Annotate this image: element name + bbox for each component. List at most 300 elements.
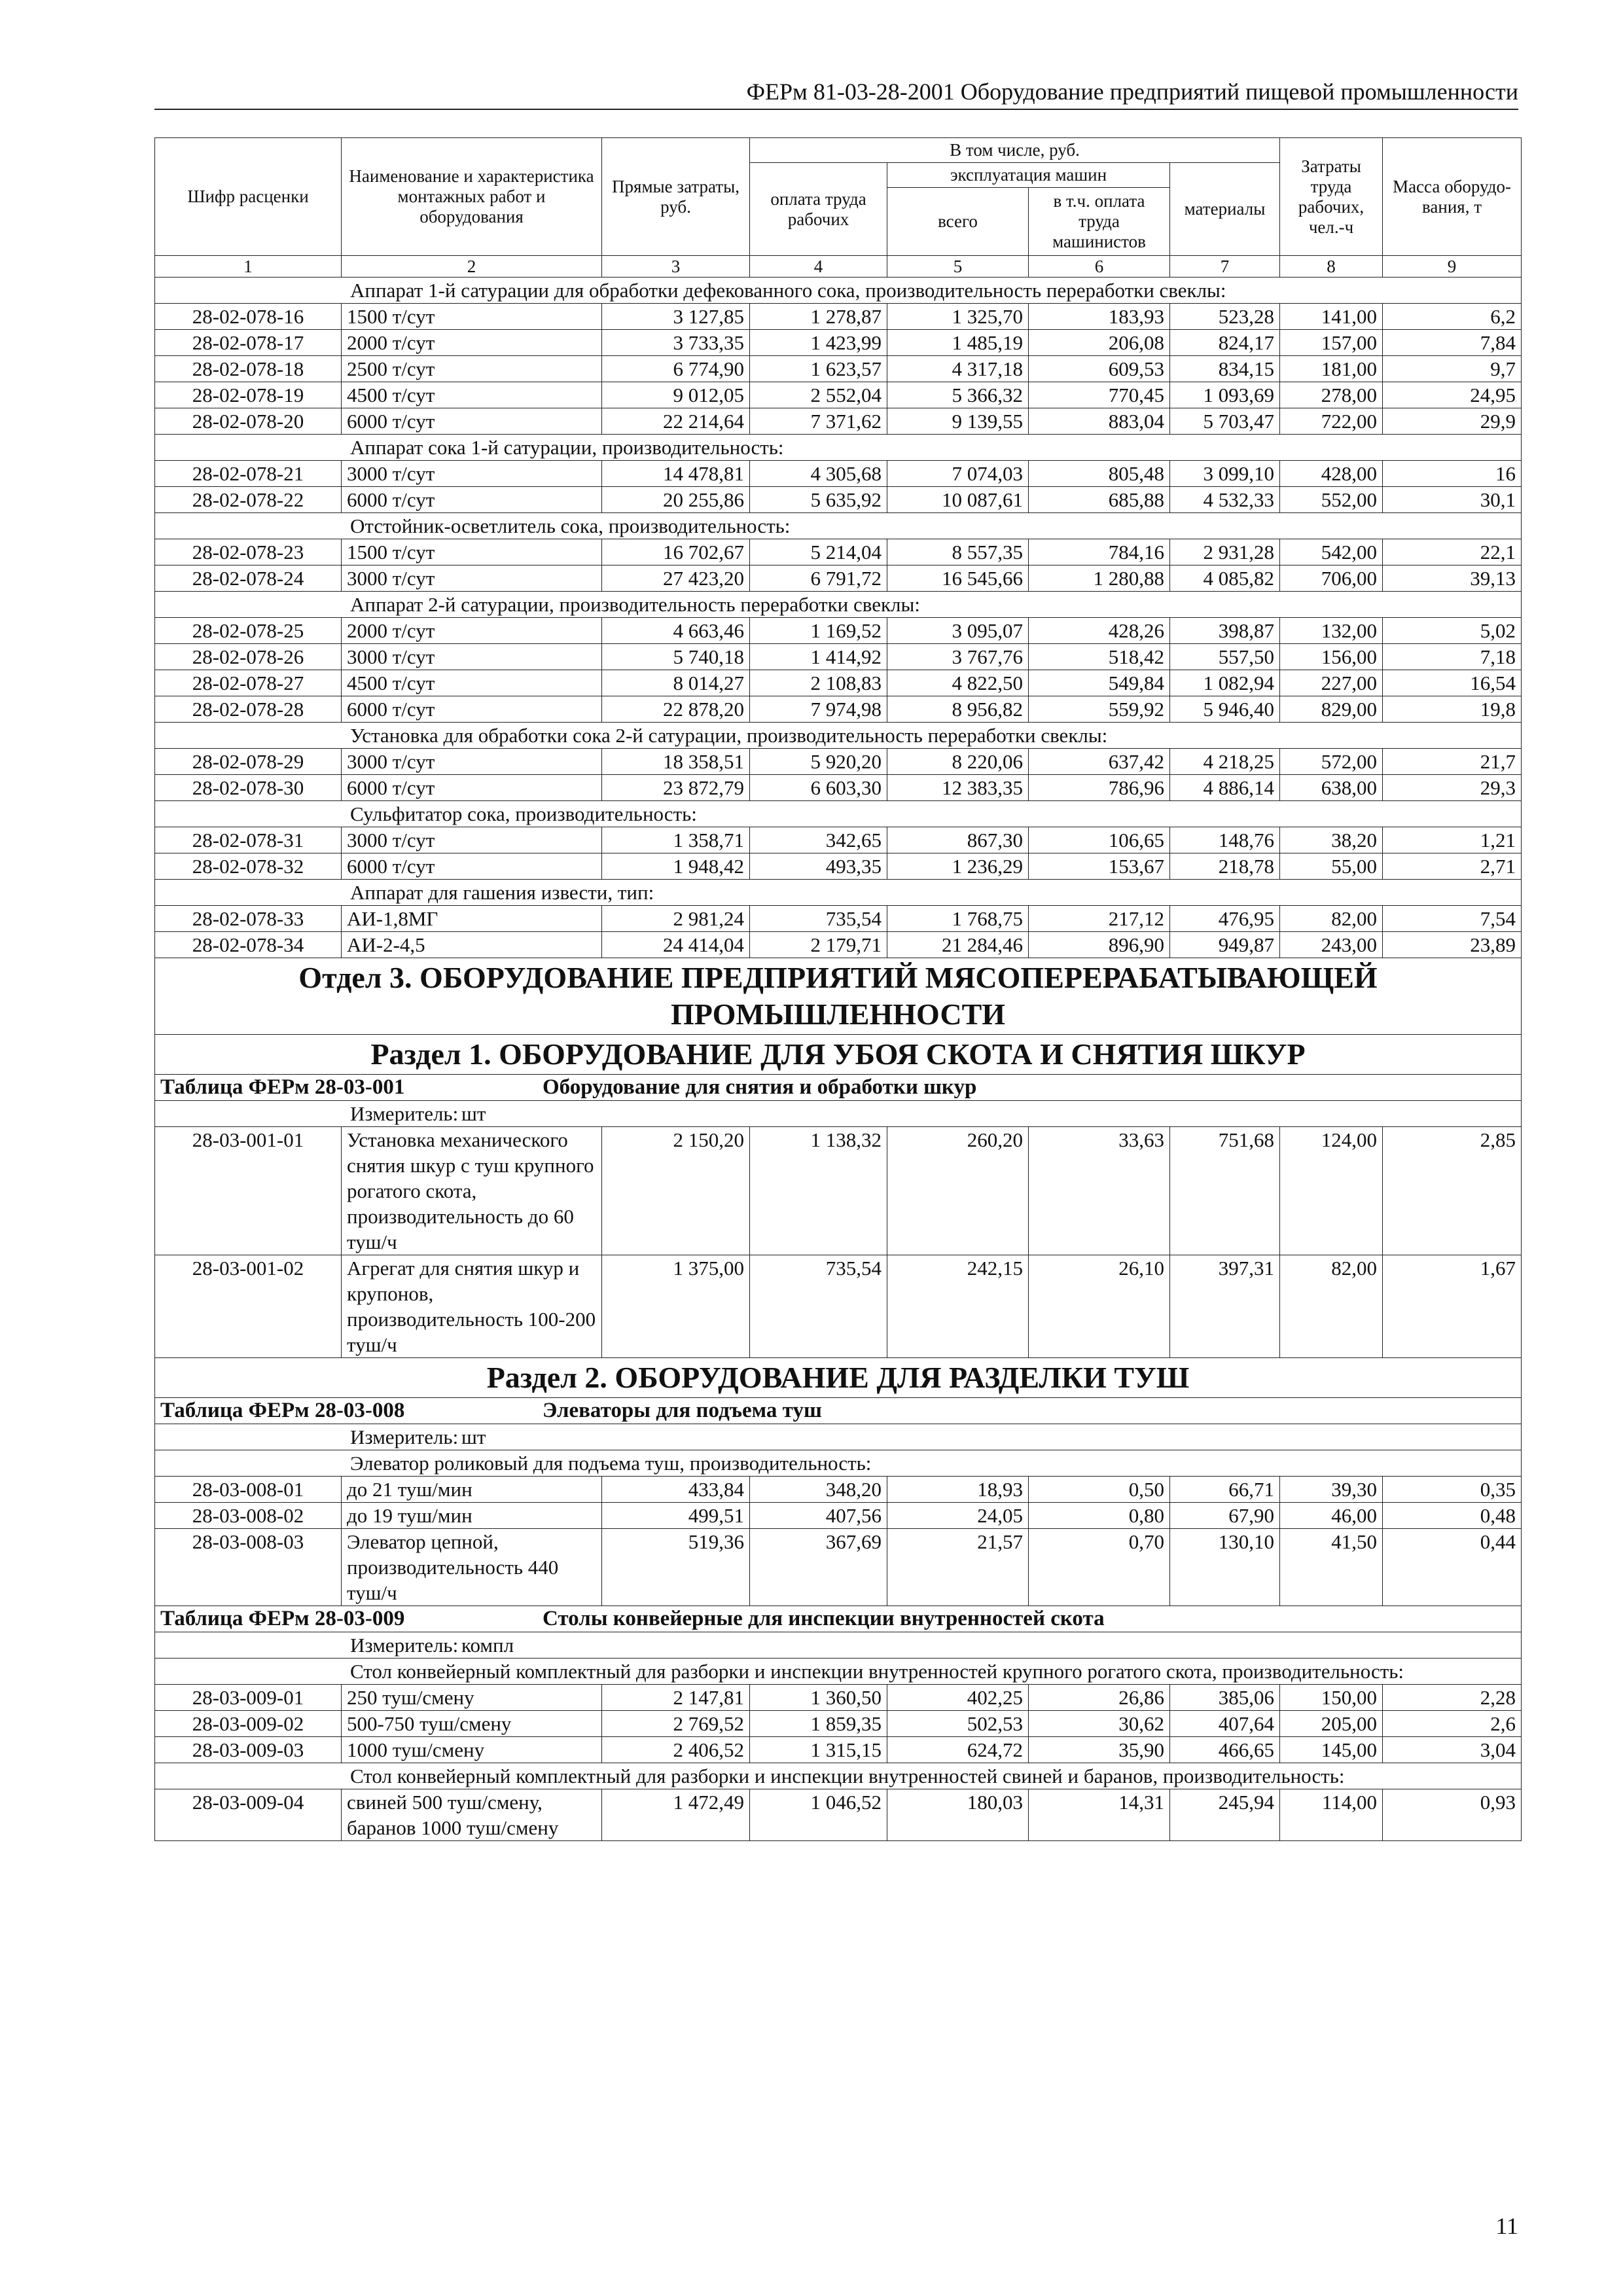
materials: 398,87	[1170, 618, 1280, 644]
machines-total: 4 317,18	[887, 356, 1029, 382]
machines-total: 10 087,61	[887, 487, 1029, 513]
col-header-wages: оплата труда рабочих	[750, 163, 887, 256]
work-name: Элеватор цепной, производительность 440 туш/ч	[342, 1529, 602, 1606]
table-number: Таблица ФЕРм 28-03-001	[160, 1075, 405, 1099]
rate-code: 28-02-078-34	[155, 932, 342, 958]
labor-hours: 227,00	[1280, 670, 1383, 696]
measure-row	[155, 1632, 1522, 1659]
materials: 466,65	[1170, 1737, 1280, 1763]
machines-total: 8 557,35	[887, 539, 1029, 565]
machines-wages: 206,08	[1029, 330, 1170, 356]
machines-total: 16 545,66	[887, 565, 1029, 592]
group-heading: Отстойник-осветлитель сока, производительность:	[155, 513, 1522, 539]
measure-unit: компл	[461, 1634, 514, 1657]
direct-costs: 1 358,71	[602, 827, 750, 853]
work-name: 2000 т/сут	[342, 330, 602, 356]
materials: 66,71	[1170, 1477, 1280, 1503]
group-heading: Установка для обработки сока 2-й сатурации, производительность переработки свеклы:	[155, 723, 1522, 749]
equipment-mass: 3,04	[1383, 1737, 1522, 1763]
equipment-mass: 1,67	[1383, 1255, 1522, 1358]
direct-costs: 499,51	[602, 1503, 750, 1529]
column-number: 8	[1280, 256, 1383, 278]
machines-wages: 896,90	[1029, 932, 1170, 958]
column-number: 2	[342, 256, 602, 278]
machines-total: 624,72	[887, 1737, 1029, 1763]
equipment-mass: 29,9	[1383, 408, 1522, 435]
labor-hours: 55,00	[1280, 853, 1383, 880]
work-name: 500-750 туш/смену	[342, 1711, 602, 1737]
work-name: 2000 т/сут	[342, 618, 602, 644]
machines-wages: 805,48	[1029, 461, 1170, 487]
work-name: 6000 т/сут	[342, 408, 602, 435]
group-heading: Аппарат для гашения извести, тип:	[155, 880, 1522, 906]
work-name: 6000 т/сут	[342, 775, 602, 801]
group-heading-row	[155, 435, 1522, 461]
machines-total: 7 074,03	[887, 461, 1029, 487]
table-row	[155, 670, 1522, 696]
group-heading: Сульфитатор сока, производительность:	[155, 801, 1522, 827]
machines-total: 3 095,07	[887, 618, 1029, 644]
labor-hours: 82,00	[1280, 906, 1383, 932]
machines-total: 24,05	[887, 1503, 1029, 1529]
machines-total: 502,53	[887, 1711, 1029, 1737]
equipment-mass: 23,89	[1383, 932, 1522, 958]
table-row	[155, 1685, 1522, 1711]
header-rule	[154, 109, 1518, 110]
group-heading: Аппарат 1-й сатурации для обработки дефекованного сока, производительность переработки свеклы:	[155, 278, 1522, 304]
rate-code: 28-02-078-17	[155, 330, 342, 356]
wages: 2 552,04	[750, 382, 887, 408]
measure-label: Измеритель:	[350, 1426, 459, 1448]
rate-code: 28-02-078-21	[155, 461, 342, 487]
work-name: 1000 туш/смену	[342, 1737, 602, 1763]
labor-hours: 706,00	[1280, 565, 1383, 592]
equipment-mass: 2,6	[1383, 1711, 1522, 1737]
work-name: 6000 т/сут	[342, 487, 602, 513]
materials: 949,87	[1170, 932, 1280, 958]
machines-wages: 786,96	[1029, 775, 1170, 801]
materials: 2 931,28	[1170, 539, 1280, 565]
materials: 5 703,47	[1170, 408, 1280, 435]
direct-costs: 18 358,51	[602, 749, 750, 775]
machines-total: 21 284,46	[887, 932, 1029, 958]
equipment-mass: 16,54	[1383, 670, 1522, 696]
table-title	[155, 1075, 1522, 1101]
group-heading-row	[155, 513, 1522, 539]
equipment-mass: 0,48	[1383, 1503, 1522, 1529]
materials: 523,28	[1170, 304, 1280, 330]
direct-costs: 2 147,81	[602, 1685, 750, 1711]
wages: 1 046,52	[750, 1789, 887, 1841]
machines-wages: 33,63	[1029, 1127, 1170, 1255]
machines-total: 1 485,19	[887, 330, 1029, 356]
materials: 1 082,94	[1170, 670, 1280, 696]
wages: 1 859,35	[750, 1711, 887, 1737]
work-name: 6000 т/сут	[342, 696, 602, 723]
direct-costs: 27 423,20	[602, 565, 750, 592]
labor-hours: 39,30	[1280, 1477, 1383, 1503]
rate-code: 28-03-008-03	[155, 1529, 342, 1606]
materials: 824,17	[1170, 330, 1280, 356]
machines-total: 18,93	[887, 1477, 1029, 1503]
wages: 5 635,92	[750, 487, 887, 513]
table-row	[155, 565, 1522, 592]
wages: 342,65	[750, 827, 887, 853]
rate-code: 28-02-078-20	[155, 408, 342, 435]
machines-wages: 26,10	[1029, 1255, 1170, 1358]
materials: 4 886,14	[1170, 775, 1280, 801]
measure-label: Измеритель:	[350, 1102, 459, 1125]
equipment-mass: 2,28	[1383, 1685, 1522, 1711]
labor-hours: 145,00	[1280, 1737, 1383, 1763]
wages: 2 179,71	[750, 932, 887, 958]
table-row	[155, 487, 1522, 513]
wages: 4 305,68	[750, 461, 887, 487]
materials: 5 946,40	[1170, 696, 1280, 723]
direct-costs: 6 774,90	[602, 356, 750, 382]
rate-code: 28-03-008-02	[155, 1503, 342, 1529]
equipment-mass: 29,3	[1383, 775, 1522, 801]
equipment-mass: 7,84	[1383, 330, 1522, 356]
labor-hours: 124,00	[1280, 1127, 1383, 1255]
machines-total: 1 325,70	[887, 304, 1029, 330]
work-name: 3000 т/сут	[342, 827, 602, 853]
group-heading-row	[155, 723, 1522, 749]
rate-code: 28-02-078-30	[155, 775, 342, 801]
machines-wages: 770,45	[1029, 382, 1170, 408]
work-name: 3000 т/сут	[342, 565, 602, 592]
rate-code: 28-02-078-32	[155, 853, 342, 880]
direct-costs: 1 948,42	[602, 853, 750, 880]
group-heading-row	[155, 278, 1522, 304]
wages: 1 423,99	[750, 330, 887, 356]
work-name: 4500 т/сут	[342, 382, 602, 408]
wages: 1 360,50	[750, 1685, 887, 1711]
machines-total: 1 768,75	[887, 906, 1029, 932]
rate-code: 28-02-078-18	[155, 356, 342, 382]
rate-code: 28-03-001-02	[155, 1255, 342, 1358]
direct-costs: 2 406,52	[602, 1737, 750, 1763]
group-heading-row	[155, 1763, 1522, 1789]
col-header-labor: Затраты труда рабочих, чел.-ч	[1280, 138, 1383, 256]
column-number: 4	[750, 256, 887, 278]
machines-wages: 549,84	[1029, 670, 1170, 696]
machines-wages: 0,50	[1029, 1477, 1170, 1503]
direct-costs: 14 478,81	[602, 461, 750, 487]
page-number: 11	[1495, 2213, 1518, 2239]
machines-wages: 685,88	[1029, 487, 1170, 513]
materials: 751,68	[1170, 1127, 1280, 1255]
machines-total: 3 767,76	[887, 644, 1029, 670]
table-name: Столы конвейерные для инспекции внутренностей скота	[543, 1607, 1105, 1630]
work-name: АИ-1,8МГ	[342, 906, 602, 932]
col-header-direct: Прямые затраты, руб.	[602, 138, 750, 256]
rate-code: 28-02-078-31	[155, 827, 342, 853]
running-header: ФЕРм 81-03-28-2001 Оборудование предприятий пищевой промышленности	[746, 79, 1518, 105]
labor-hours: 572,00	[1280, 749, 1383, 775]
machines-total: 5 366,32	[887, 382, 1029, 408]
machines-total: 260,20	[887, 1127, 1029, 1255]
materials: 4 218,25	[1170, 749, 1280, 775]
table-row	[155, 749, 1522, 775]
column-number: 6	[1029, 256, 1170, 278]
group-heading: Аппарат сока 1-й сатурации, производительность:	[155, 435, 1522, 461]
work-name: 6000 т/сут	[342, 853, 602, 880]
table-row	[155, 906, 1522, 932]
direct-costs: 23 872,79	[602, 775, 750, 801]
equipment-mass: 2,85	[1383, 1127, 1522, 1255]
rate-code: 28-02-078-19	[155, 382, 342, 408]
group-heading-row	[155, 1659, 1522, 1685]
col-header-code: Шифр расценки	[155, 138, 342, 256]
measure-unit: шт	[461, 1102, 486, 1125]
labor-hours: 41,50	[1280, 1529, 1383, 1606]
column-number: 5	[887, 256, 1029, 278]
labor-hours: 542,00	[1280, 539, 1383, 565]
section-title: Раздел 2. ОБОРУДОВАНИЕ ДЛЯ РАЗДЕЛКИ ТУШ	[155, 1358, 1522, 1398]
measure	[155, 1101, 1522, 1127]
equipment-mass: 24,95	[1383, 382, 1522, 408]
table-row	[155, 1711, 1522, 1737]
machines-wages: 1 280,88	[1029, 565, 1170, 592]
equipment-mass: 19,8	[1383, 696, 1522, 723]
machines-total: 9 139,55	[887, 408, 1029, 435]
labor-hours: 181,00	[1280, 356, 1383, 382]
equipment-mass: 5,02	[1383, 618, 1522, 644]
materials: 397,31	[1170, 1255, 1280, 1358]
rate-code: 28-02-078-25	[155, 618, 342, 644]
materials: 130,10	[1170, 1529, 1280, 1606]
section-title-row	[155, 1035, 1522, 1075]
materials: 148,76	[1170, 827, 1280, 853]
wages: 2 108,83	[750, 670, 887, 696]
labor-hours: 278,00	[1280, 382, 1383, 408]
rate-code: 28-03-001-01	[155, 1127, 342, 1255]
group-heading: Аппарат 2-й сатурации, производительность переработки свеклы:	[155, 592, 1522, 618]
column-numbers-row	[155, 256, 1522, 278]
labor-hours: 82,00	[1280, 1255, 1383, 1358]
materials: 476,95	[1170, 906, 1280, 932]
col-header-name: Наименование и характеристика монтажных работ и оборудования	[342, 138, 602, 256]
wages: 735,54	[750, 906, 887, 932]
work-name: свиней 500 туш/смену, баранов 1000 туш/смену	[342, 1789, 602, 1841]
wages: 493,35	[750, 853, 887, 880]
work-name: 2500 т/сут	[342, 356, 602, 382]
rate-code: 28-03-009-03	[155, 1737, 342, 1763]
equipment-mass: 0,93	[1383, 1789, 1522, 1841]
labor-hours: 243,00	[1280, 932, 1383, 958]
rate-code: 28-02-078-27	[155, 670, 342, 696]
table-row	[155, 1127, 1522, 1255]
table-name: Элеваторы для подъема туш	[543, 1399, 822, 1422]
direct-costs: 2 769,52	[602, 1711, 750, 1737]
col-header-materials: материалы	[1170, 163, 1280, 256]
machines-total: 21,57	[887, 1529, 1029, 1606]
col-header-incl: В том числе, руб.	[750, 138, 1280, 163]
table-row	[155, 1255, 1522, 1358]
measure	[155, 1632, 1522, 1659]
direct-costs: 1 375,00	[602, 1255, 750, 1358]
direct-costs: 3 733,35	[602, 330, 750, 356]
table-title-row	[155, 1398, 1522, 1424]
col-header-mass: Масса оборудо-вания, т	[1383, 138, 1522, 256]
rate-code: 28-03-009-02	[155, 1711, 342, 1737]
equipment-mass: 22,1	[1383, 539, 1522, 565]
table-row	[155, 408, 1522, 435]
labor-hours: 114,00	[1280, 1789, 1383, 1841]
direct-costs: 3 127,85	[602, 304, 750, 330]
direct-costs: 5 740,18	[602, 644, 750, 670]
machines-wages: 784,16	[1029, 539, 1170, 565]
equipment-mass: 7,54	[1383, 906, 1522, 932]
rate-code: 28-03-009-01	[155, 1685, 342, 1711]
work-name: 1500 т/сут	[342, 304, 602, 330]
machines-total: 242,15	[887, 1255, 1029, 1358]
machines-wages: 559,92	[1029, 696, 1170, 723]
table-row	[155, 696, 1522, 723]
wages: 348,20	[750, 1477, 887, 1503]
direct-costs: 2 981,24	[602, 906, 750, 932]
machines-wages: 183,93	[1029, 304, 1170, 330]
labor-hours: 46,00	[1280, 1503, 1383, 1529]
group-heading: Элеватор роликовый для подъема туш, производительность:	[155, 1450, 1522, 1477]
department-title-row	[155, 958, 1522, 1035]
rate-code: 28-02-078-24	[155, 565, 342, 592]
work-name: 1500 т/сут	[342, 539, 602, 565]
group-heading-row	[155, 880, 1522, 906]
direct-costs: 2 150,20	[602, 1127, 750, 1255]
materials: 245,94	[1170, 1789, 1280, 1841]
work-name: 250 туш/смену	[342, 1685, 602, 1711]
table-title-row	[155, 1606, 1522, 1632]
labor-hours: 428,00	[1280, 461, 1383, 487]
work-name: 3000 т/сут	[342, 749, 602, 775]
machines-wages: 217,12	[1029, 906, 1170, 932]
materials: 3 099,10	[1170, 461, 1280, 487]
wages: 367,69	[750, 1529, 887, 1606]
wages: 6 791,72	[750, 565, 887, 592]
machines-wages: 14,31	[1029, 1789, 1170, 1841]
group-heading: Стол конвейерный комплектный для разборки и инспекции внутренностей свиней и баранов, производительность:	[155, 1763, 1522, 1789]
machines-wages: 518,42	[1029, 644, 1170, 670]
machines-wages: 637,42	[1029, 749, 1170, 775]
table-number: Таблица ФЕРм 28-03-008	[160, 1399, 405, 1422]
equipment-mass: 9,7	[1383, 356, 1522, 382]
wages: 7 371,62	[750, 408, 887, 435]
rates-table	[154, 137, 1522, 1841]
table-row	[155, 1503, 1522, 1529]
rate-code: 28-03-008-01	[155, 1477, 342, 1503]
machines-wages: 428,26	[1029, 618, 1170, 644]
equipment-mass: 16	[1383, 461, 1522, 487]
direct-costs: 16 702,67	[602, 539, 750, 565]
machines-wages: 883,04	[1029, 408, 1170, 435]
table-row	[155, 304, 1522, 330]
wages: 1 278,87	[750, 304, 887, 330]
group-heading: Стол конвейерный комплектный для разборки и инспекции внутренностей крупного рогатого скота, производительность:	[155, 1659, 1522, 1685]
machines-wages: 30,62	[1029, 1711, 1170, 1737]
rate-code: 28-02-078-33	[155, 906, 342, 932]
measure-row	[155, 1101, 1522, 1127]
wages: 5 214,04	[750, 539, 887, 565]
wages: 1 169,52	[750, 618, 887, 644]
materials: 1 093,69	[1170, 382, 1280, 408]
machines-wages: 153,67	[1029, 853, 1170, 880]
materials: 834,15	[1170, 356, 1280, 382]
machines-total: 8 220,06	[887, 749, 1029, 775]
wages: 5 920,20	[750, 749, 887, 775]
table-row	[155, 1529, 1522, 1606]
work-name: Агрегат для снятия шкур и крупонов, производительность 100-200 туш/ч	[342, 1255, 602, 1358]
work-name: до 21 туш/мин	[342, 1477, 602, 1503]
table-row	[155, 461, 1522, 487]
direct-costs: 4 663,46	[602, 618, 750, 644]
equipment-mass: 2,71	[1383, 853, 1522, 880]
labor-hours: 150,00	[1280, 1685, 1383, 1711]
rate-code: 28-02-078-16	[155, 304, 342, 330]
materials: 407,64	[1170, 1711, 1280, 1737]
labor-hours: 141,00	[1280, 304, 1383, 330]
rate-code: 28-03-009-04	[155, 1789, 342, 1841]
table-row	[155, 539, 1522, 565]
equipment-mass: 30,1	[1383, 487, 1522, 513]
materials: 385,06	[1170, 1685, 1280, 1711]
materials: 557,50	[1170, 644, 1280, 670]
rate-code: 28-02-078-26	[155, 644, 342, 670]
equipment-mass: 39,13	[1383, 565, 1522, 592]
materials: 218,78	[1170, 853, 1280, 880]
machines-wages: 609,53	[1029, 356, 1170, 382]
machines-total: 4 822,50	[887, 670, 1029, 696]
table-row	[155, 1789, 1522, 1841]
measure-unit: шт	[461, 1426, 486, 1448]
table-number: Таблица ФЕРм 28-03-009	[160, 1607, 405, 1630]
labor-hours: 205,00	[1280, 1711, 1383, 1737]
table-row	[155, 356, 1522, 382]
measure	[155, 1424, 1522, 1450]
table-row	[155, 827, 1522, 853]
department-title: Отдел 3. ОБОРУДОВАНИЕ ПРЕДПРИЯТИЙ МЯСОПЕРЕРАБАТЫВАЮЩЕЙ ПРОМЫШЛЕННОСТИ	[155, 958, 1522, 1035]
machines-wages: 0,80	[1029, 1503, 1170, 1529]
direct-costs: 9 012,05	[602, 382, 750, 408]
work-name: Установка механического снятия шкур с туш крупного рогатого скота, производительность до 60 туш/ч	[342, 1127, 602, 1255]
equipment-mass: 0,35	[1383, 1477, 1522, 1503]
col-header-machines-wages: в т.ч. оплата труда машинистов	[1029, 188, 1170, 256]
labor-hours: 552,00	[1280, 487, 1383, 513]
equipment-mass: 7,18	[1383, 644, 1522, 670]
table-row	[155, 618, 1522, 644]
direct-costs: 433,84	[602, 1477, 750, 1503]
machines-total: 867,30	[887, 827, 1029, 853]
table-row	[155, 382, 1522, 408]
wages: 1 315,15	[750, 1737, 887, 1763]
materials: 4 085,82	[1170, 565, 1280, 592]
table-row	[155, 775, 1522, 801]
machines-total: 8 956,82	[887, 696, 1029, 723]
direct-costs: 22 878,20	[602, 696, 750, 723]
rate-code: 28-02-078-29	[155, 749, 342, 775]
rate-code: 28-02-078-23	[155, 539, 342, 565]
work-name: 3000 т/сут	[342, 644, 602, 670]
group-heading-row	[155, 801, 1522, 827]
machines-wages: 106,65	[1029, 827, 1170, 853]
table-row	[155, 853, 1522, 880]
direct-costs: 519,36	[602, 1529, 750, 1606]
labor-hours: 829,00	[1280, 696, 1383, 723]
group-heading-row	[155, 1450, 1522, 1477]
direct-costs: 20 255,86	[602, 487, 750, 513]
direct-costs: 24 414,04	[602, 932, 750, 958]
